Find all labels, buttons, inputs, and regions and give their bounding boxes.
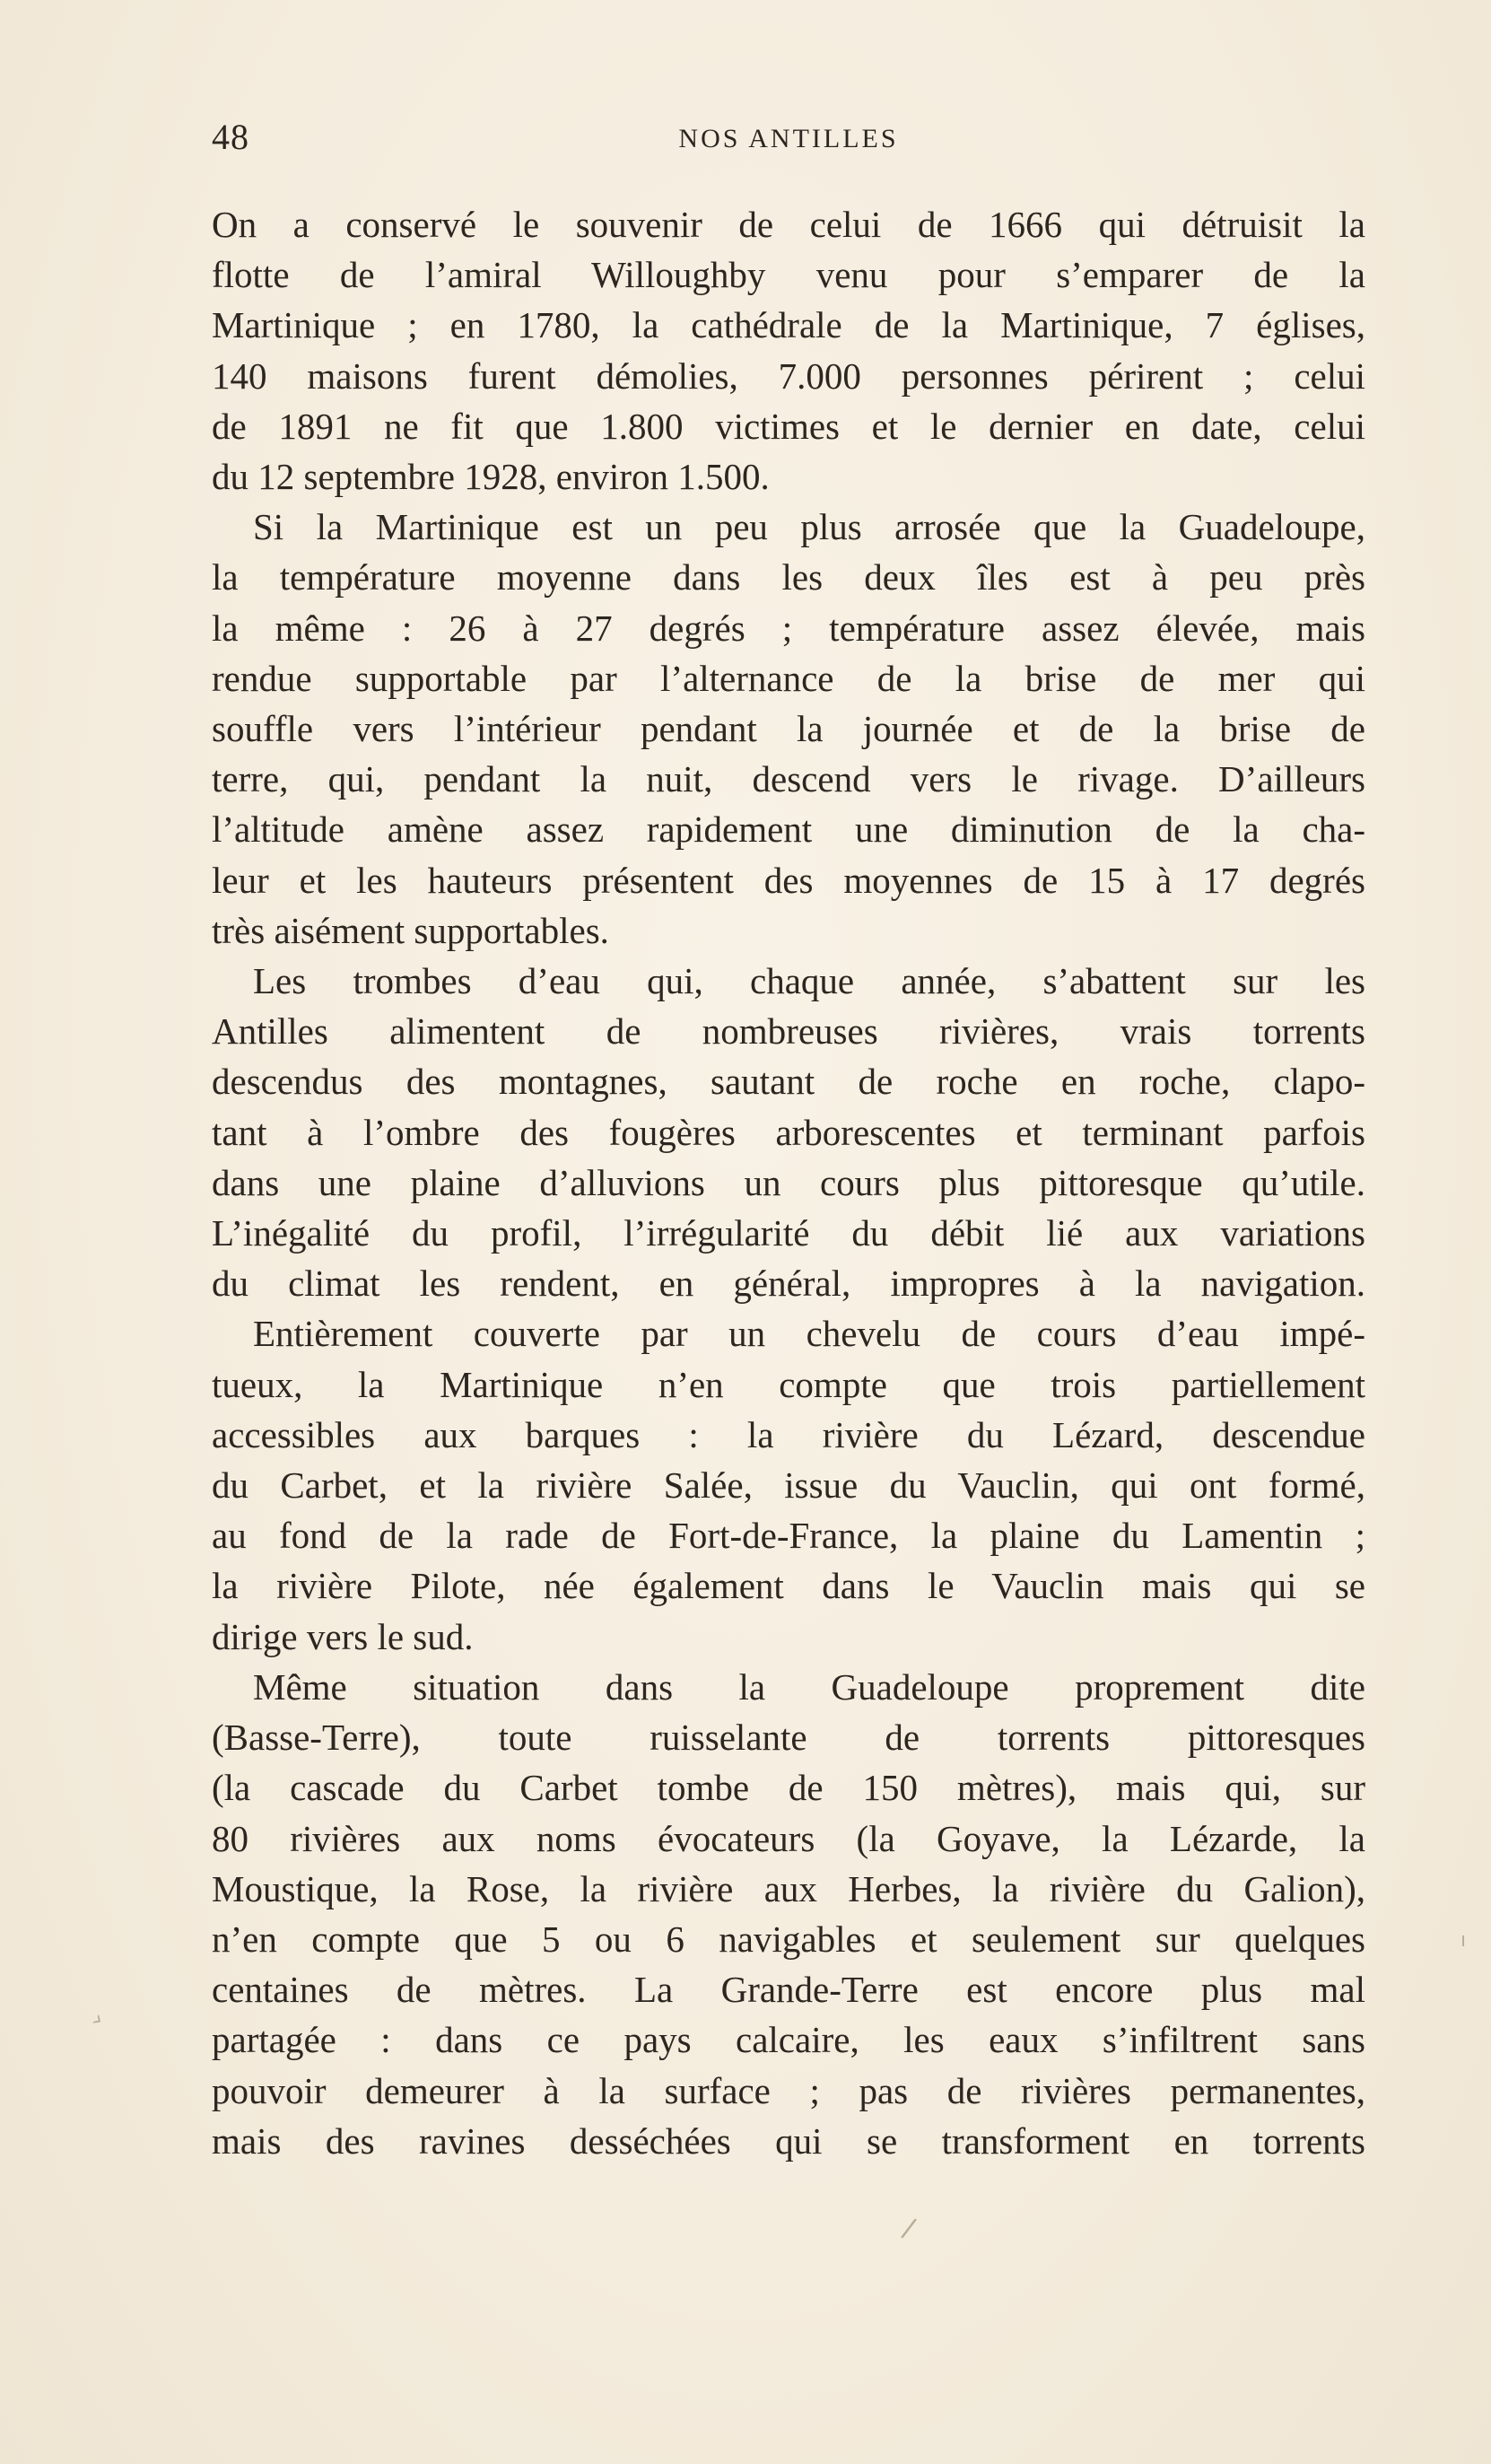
paragraph-5	[212, 1662, 1365, 2166]
text-line: 140 maisons furent démolies, 7.000 personnes périrent ; celui	[212, 354, 1365, 397]
text-line: Antilles alimentent de nombreuses rivières, vrais torrents	[212, 1010, 1365, 1053]
text-line: accessibles aux barques : la rivière du Lézard, descendue	[212, 1413, 1365, 1455]
text-line: rendue supportable par l’alternance de la brise de mer qui	[212, 657, 1365, 699]
text-line: du climat les rendent, en général, impropres à la navigation.	[212, 1263, 1365, 1305]
text-line: descendus des montagnes, sautant de roche en roche, clapo-	[212, 1061, 1365, 1103]
text-line: On a conservé le souvenir de celui de 1666 qui détruisit la	[212, 204, 1365, 245]
text-line: (la cascade du Carbet tombe de 150 mètres), mais qui, sur	[212, 1767, 1365, 1809]
text-line: du Carbet, et la rivière Salée, issue du Vauclin, qui ont formé,	[212, 1464, 1365, 1507]
text-line: dirige vers le sud.	[212, 1615, 474, 1657]
paragraph-4	[212, 1308, 1365, 1661]
text-line: tant à l’ombre des fougères arborescentes et terminant parfois	[212, 1111, 1365, 1153]
text-line: l’altitude amène assez rapidement une diminution de la cha-	[212, 808, 1365, 851]
bottom-speck-icon: /	[899, 2212, 919, 2245]
margin-speck-icon: ›	[86, 2005, 110, 2034]
text-line: (Basse-Terre), toute ruisselante de torrents pittoresques	[212, 1717, 1365, 1759]
text-line: mais des ravines desséchées qui se transforment en torrents	[212, 2119, 1365, 2162]
text-line: la température moyenne dans les deux îles est à peu près	[212, 556, 1365, 599]
text-line: L’inégalité du profil, l’irrégularité du débit lié aux variations	[212, 1212, 1365, 1254]
text-line: 80 rivières aux noms évocateurs (la Goyave, la Lézarde, la	[212, 1817, 1365, 1859]
text-line: Les trombes d’eau qui, chaque année, s’abattent sur les	[253, 960, 1365, 1002]
text-line: n’en compte que 5 ou 6 navigables et seulement sur quelques	[212, 1918, 1365, 1960]
text-line: Martinique ; en 1780, la cathédrale de la Martinique, 7 églises,	[212, 304, 1365, 346]
paragraph-3	[212, 956, 1365, 1308]
text-line: très aisément supportables.	[212, 909, 609, 951]
paragraph-1	[212, 199, 1365, 502]
text-line: de 1891 ne fit que 1.800 victimes et le dernier en date, celui	[212, 405, 1365, 447]
text-line: souffle vers l’intérieur pendant la journée et de la brise de	[212, 708, 1365, 750]
page-number: 48	[212, 117, 249, 157]
text-line: la rivière Pilote, née également dans le Vauclin mais qui se	[212, 1565, 1365, 1607]
paragraph-2	[212, 502, 1365, 956]
text-line: Si la Martinique est un peu plus arrosée que la Guadeloupe,	[253, 506, 1365, 548]
body-text	[212, 199, 1365, 2166]
text-line: centaines de mètres. La Grande-Terre est encore plus mal	[212, 1969, 1365, 2011]
page-header	[212, 115, 1365, 160]
right-edge-speck-icon: ı	[1460, 1929, 1467, 1952]
text-line: Entièrement couverte par un chevelu de cours d’eau impé-	[253, 1313, 1365, 1355]
text-line: terre, qui, pendant la nuit, descend vers le rivage. D’ailleurs	[212, 758, 1365, 800]
text-line: Même situation dans la Guadeloupe proprement dite	[253, 1665, 1365, 1708]
text-line: leur et les hauteurs présentent des moyennes de 15 à 17 degrés	[212, 859, 1365, 901]
text-line: dans une plaine d’alluvions un cours plus pittoresque qu’utile.	[212, 1161, 1365, 1203]
text-line: tueux, la Martinique n’en compte que trois partiellement	[212, 1363, 1365, 1405]
text-line: flotte de l’amiral Willoughby venu pour s’emparer de la	[212, 254, 1365, 296]
text-line: au fond de la rade de Fort-de-France, la plaine du Lamentin ;	[212, 1515, 1365, 1557]
text-line: la même : 26 à 27 degrés ; température assez élevée, mais	[212, 607, 1365, 649]
running-title: NOS ANTILLES	[678, 124, 899, 153]
text-line: du 12 septembre 1928, environ 1.500.	[212, 456, 770, 498]
text-line: partagée : dans ce pays calcaire, les eaux s’infiltrent sans	[212, 2019, 1365, 2061]
text-line: pouvoir demeurer à la surface ; pas de rivières permanentes,	[212, 2069, 1365, 2111]
text-line: Moustique, la Rose, la rivière aux Herbes, la rivière du Galion),	[212, 1867, 1365, 1909]
